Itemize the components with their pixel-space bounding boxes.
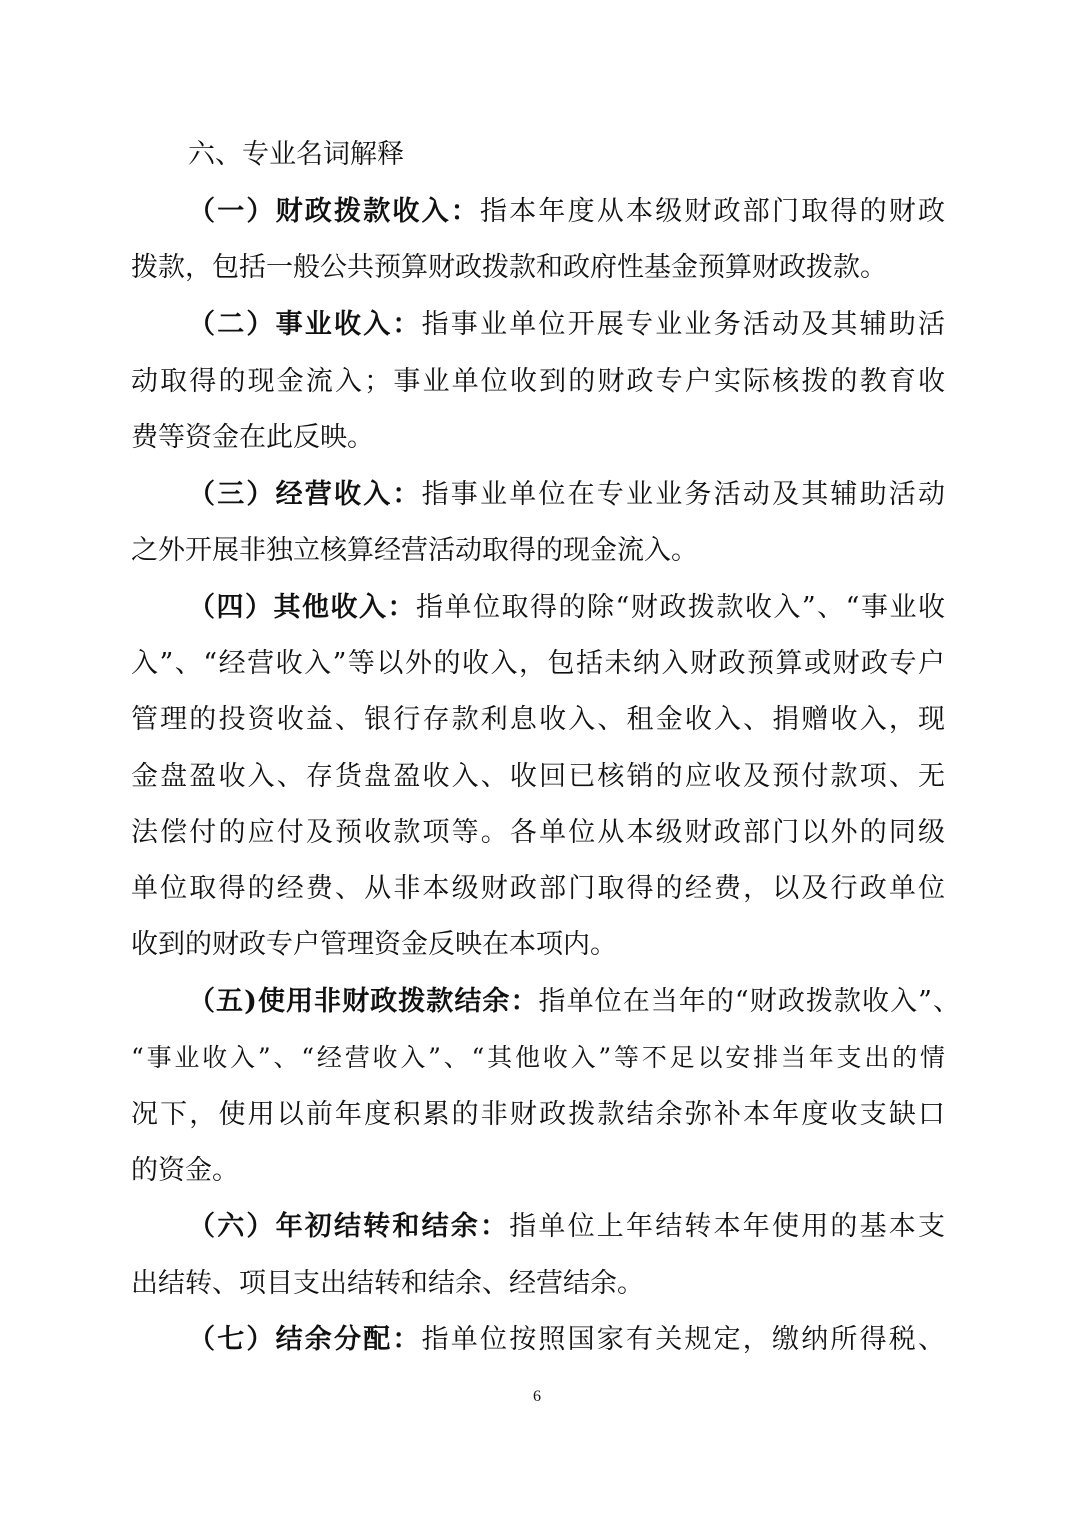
term-label: （二）事业收入：	[188, 309, 422, 340]
paragraph-line: 拨款，包括一般公共预算财政拨款和政府性基金预算财政拨款。	[131, 252, 887, 283]
paragraph-line: 收到的财政专户管理资金反映在本项内。	[131, 929, 617, 960]
term-label: （五)使用非财政拨款结余：	[188, 986, 539, 1017]
paragraph-line: 金盘盈收入、存货盘盈收入、收回已核销的应收及预付款项、无	[131, 761, 945, 792]
paragraph-line: 况下，使用以前年度积累的非财政拨款结余弥补本年度收支缺口	[131, 1099, 945, 1130]
section-heading: 六、专业名词解释	[188, 139, 404, 170]
term-label: （一）财政拨款收入：	[188, 196, 480, 227]
term-label: （七）结余分配：	[188, 1324, 422, 1355]
paragraph-line	[188, 307, 945, 343]
paragraph-line	[188, 590, 945, 626]
term-label: （三）经营收入：	[188, 479, 422, 510]
line-text: 指单位按照国家有关规定，缴纳所得税、	[421, 1324, 946, 1355]
paragraph-line: 入”、“经营收入”等以外的收入，包括未纳入财政预算或财政专户	[131, 648, 945, 679]
paragraph-line: 单位取得的经费、从非本级财政部门取得的经费，以及行政单位	[131, 873, 945, 904]
paragraph-line: 动取得的现金流入；事业单位收到的财政专户实际核拨的教育收	[131, 366, 945, 397]
paragraph-line	[188, 1322, 945, 1358]
line-text: 指事业单位在专业业务活动及其辅助活动	[421, 479, 946, 510]
line-text: 指本年度从本级财政部门取得的财政	[480, 196, 945, 227]
page-number: 6	[533, 1388, 541, 1405]
line-text: 指单位上年结转本年使用的基本支	[509, 1211, 946, 1242]
paragraph-line: 费等资金在此反映。	[131, 422, 374, 453]
paragraph-line	[188, 1209, 945, 1245]
paragraph-line	[188, 477, 945, 513]
paragraph-line	[188, 194, 945, 230]
term-label: （六）年初结转和结余：	[188, 1211, 510, 1242]
paragraph-line: 管理的投资收益、银行存款利息收入、租金收入、捐赠收入，现	[131, 704, 945, 735]
paragraph-line	[188, 984, 960, 1020]
line-text: 指单位在当年的“财政拨款收入”、	[538, 986, 960, 1017]
paragraph-line: 出结转、项目支出结转和结余、经营结余。	[131, 1268, 644, 1299]
paragraph-line: 法偿付的应付及预收款项等。各单位从本级财政部门以外的同级	[131, 817, 945, 848]
line-text: 指单位取得的除“财政拨款收入”、“事业收	[416, 592, 945, 623]
line-text: 指事业单位开展专业业务活动及其辅助活	[421, 309, 946, 340]
paragraph-line: “事业收入”、“经营收入”、“其他收入”等不足以安排当年支出的情	[131, 1043, 945, 1072]
term-label: （四）其他收入：	[188, 592, 417, 623]
paragraph-line: 的资金。	[131, 1155, 239, 1186]
paragraph-line: 之外开展非独立核算经营活动取得的现金流入。	[131, 535, 698, 566]
